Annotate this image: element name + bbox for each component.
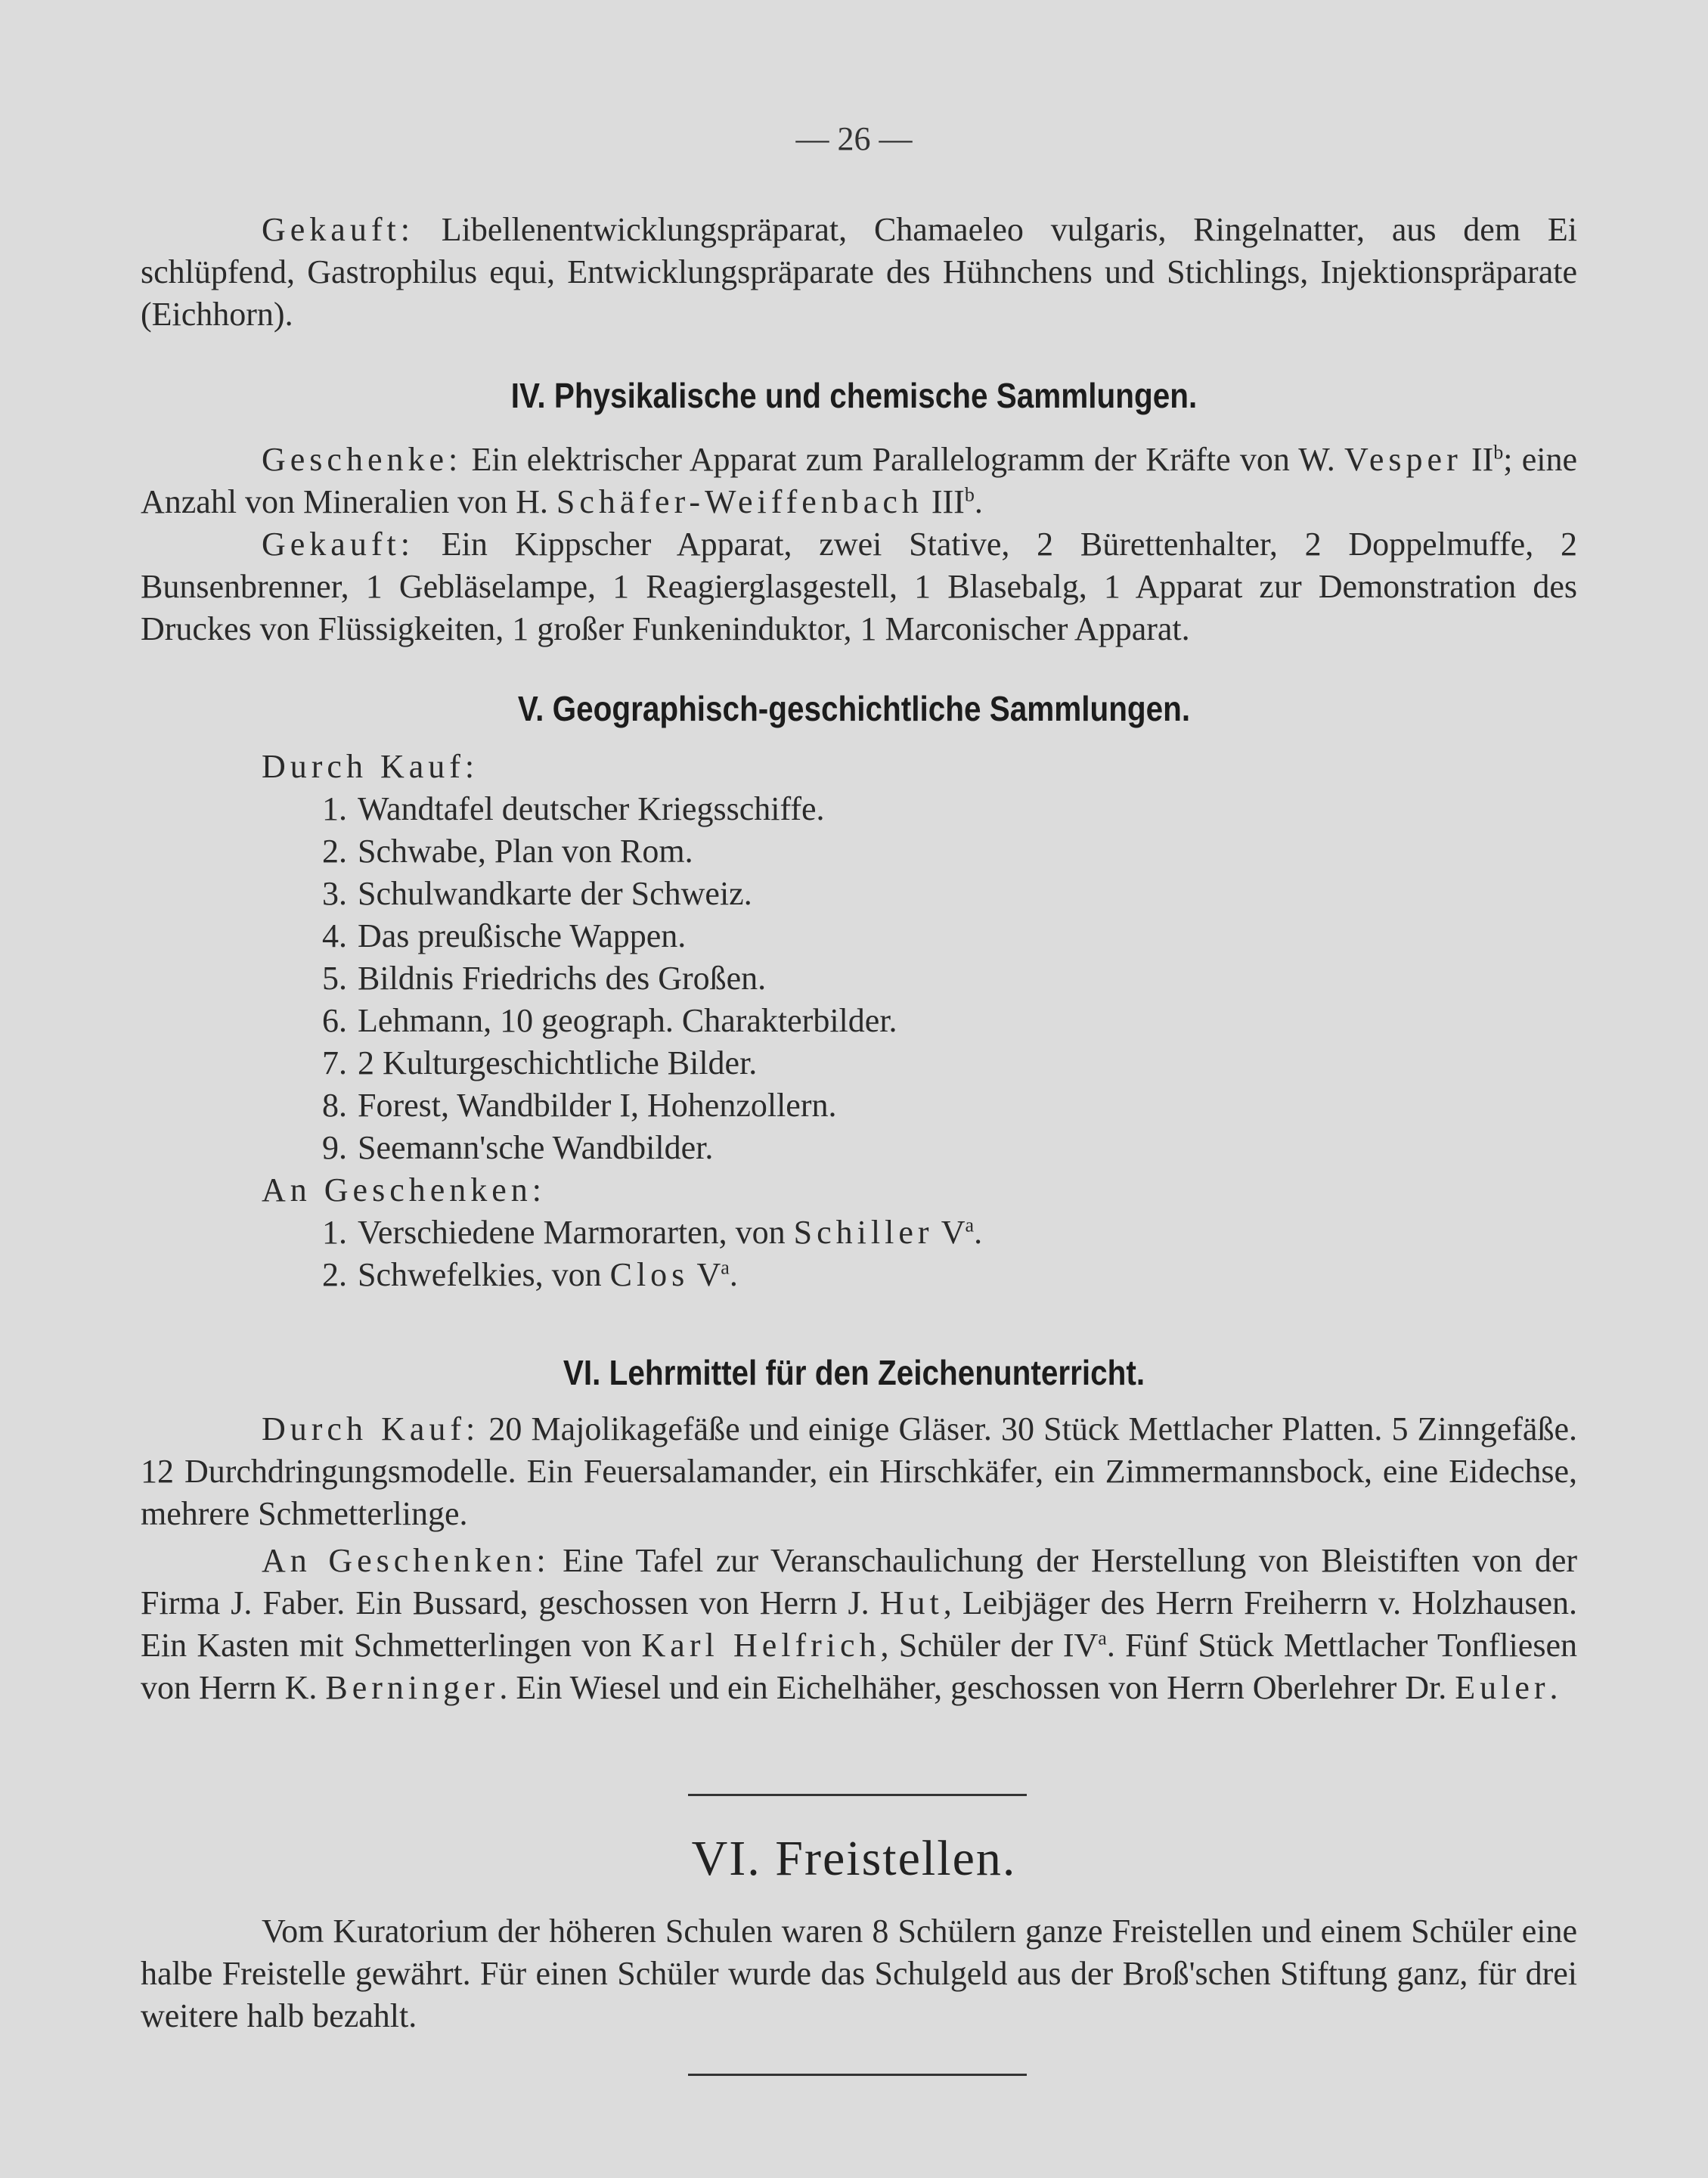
- text-freistellen: Vom Kuratorium der höheren Schulen waren 8 Schülern ganze Freistellen und einem Schüler eine halbe Freistelle gewährt. Für einen Schüler wurde das Schulgeld aus der Broß'schen Stiftung ganz, für drei weitere halb bezahlt.: [141, 1913, 1577, 2034]
- page-number: — 26 —: [795, 120, 913, 157]
- label-durch-kauf: Durch Kauf:: [262, 748, 479, 785]
- text-segment: , Schüler der IV: [880, 1627, 1099, 1664]
- text-segment: .: [1549, 1669, 1558, 1706]
- item-text: Seemann'sche Wandbilder.: [358, 1129, 714, 1166]
- item-text: .: [974, 1214, 983, 1251]
- name-euler: Euler: [1455, 1669, 1550, 1706]
- item-number: 1.: [322, 790, 347, 827]
- item-number: 6.: [322, 1002, 347, 1039]
- list-item: [141, 1084, 1577, 1127]
- text-gekauft: Libellenentwicklungspräparat, Chamaeleo vulgaris, Ringelnatter, aus dem Ei schlüpfend, Gastrophilus equi, Entwicklungspräparate des Hühnchens und Stichlings, Injektionspräparate (Eichhorn).: [141, 211, 1577, 333]
- class-superscript: b: [964, 483, 975, 506]
- label-gekauft: Gekauft:: [262, 526, 414, 563]
- item-text: 2 Kulturgeschichtliche Bilder.: [358, 1044, 758, 1081]
- item-number: 7.: [322, 1044, 347, 1081]
- label-durch-kauf: Durch Kauf:: [262, 1410, 480, 1447]
- item-number: 4.: [322, 917, 347, 954]
- list-item: [141, 830, 1577, 873]
- paragraph-gekauft-iv: [141, 523, 1577, 650]
- heading-iv-physikalische: IV. Physikalische und chemische Sammlungen.: [510, 376, 1198, 415]
- paragraph-freistellen: [141, 1910, 1577, 2037]
- class-superscript: a: [721, 1256, 730, 1279]
- name-karl-helfrich: Karl Helfrich: [641, 1627, 881, 1664]
- text-kauf-vi: 20 Majolikagefäße und einige Gläser. 30 Stück Mettlacher Platten. 5 Zinngefäße. 12 Durchdringungsmodelle. Ein Feuersalamander, ein Hirschkäfer, ein Zimmermannsbock, eine Eidechse, mehrere Schmetterlinge.: [141, 1410, 1577, 1532]
- heading-vi-lehrmittel: VI. Lehrmittel für den Zeichenunterricht.: [563, 1353, 1145, 1392]
- list-item: [141, 957, 1577, 1000]
- item-text: Schulwandkarte der Schweiz.: [358, 875, 752, 912]
- heading-v-geographisch: V. Geographisch-geschichtliche Sammlungen.: [517, 689, 1191, 728]
- list-item: [141, 1212, 1577, 1254]
- section-divider: [688, 2074, 1027, 2076]
- list-item: [141, 915, 1577, 957]
- item-number: 8.: [322, 1087, 347, 1124]
- item-text: Das preußische Wappen.: [358, 917, 687, 954]
- list-item: [141, 1000, 1577, 1042]
- item-text: Wandtafel deutscher Kriegsschiffe.: [358, 790, 825, 827]
- class-superscript: a: [965, 1214, 975, 1236]
- text-segment: . Fünf Stück Mettlacher Tonfliesen von Herrn K.: [141, 1627, 1577, 1706]
- item-number: 3.: [322, 875, 347, 912]
- item-text: .: [729, 1256, 738, 1293]
- text-segment: .: [974, 483, 983, 520]
- class-superscript: a: [1098, 1627, 1107, 1649]
- label-gekauft: Gekauft:: [262, 211, 414, 248]
- label-an-geschenken: An Geschenken:: [262, 1542, 550, 1579]
- item-text: V: [933, 1214, 966, 1251]
- list-item: [141, 788, 1577, 830]
- class-superscript: b: [1493, 441, 1504, 464]
- item-text: Forest, Wandbilder I, Hohenzollern.: [358, 1087, 837, 1124]
- text-segment: Eine Tafel zur Veranschaulichung der Herstellung von Bleistiften von der Firma J. Faber. Ein Bussard, geschossen von Herrn J.: [141, 1542, 1578, 1621]
- list-item: [141, 1127, 1577, 1169]
- paragraph-gekauft-praeparate: [141, 209, 1577, 336]
- name-hut: Hut: [879, 1584, 944, 1621]
- list-item: [141, 1254, 1577, 1296]
- text-segment: II: [1462, 441, 1494, 478]
- item-number: 1.: [322, 1214, 347, 1251]
- item-number: 2.: [322, 1256, 347, 1293]
- text-segment: III: [922, 483, 965, 520]
- name-schaefer-weiffenbach: Schäfer-Weiffenbach: [556, 483, 923, 520]
- item-number: 2.: [322, 833, 347, 870]
- heading-vi-freistellen: VI. Freistellen.: [691, 1831, 1017, 1886]
- item-text: Verschiedene Marmorarten, von: [358, 1214, 794, 1251]
- paragraph-geschenke-iv: [141, 439, 1577, 523]
- list-durch-kauf: [141, 746, 1577, 1296]
- name-schiller: Schiller: [793, 1214, 934, 1251]
- paragraph-geschenke-vi: [141, 1540, 1577, 1709]
- item-number: 5.: [322, 960, 347, 997]
- item-text: Schwefelkies, von: [358, 1256, 610, 1293]
- item-text: Lehmann, 10 geograph. Charakterbilder.: [358, 1002, 897, 1039]
- text-segment: . Ein Wiesel und ein Eichelhäher, geschossen von Herrn Oberlehrer Dr.: [499, 1669, 1455, 1706]
- item-text: V: [689, 1256, 721, 1293]
- text-segment: , Leibjäger des Herrn Freiherrn v. Holzhausen. Ein Kasten mit Schmetterlingen von: [141, 1584, 1577, 1664]
- name-vesper: Vesper: [1344, 441, 1462, 478]
- name-clos: Clos: [609, 1256, 690, 1293]
- list-item: [141, 1042, 1577, 1084]
- item-text: Bildnis Friedrichs des Großen.: [358, 960, 767, 997]
- section-divider: [688, 1794, 1027, 1796]
- label-an-geschenken: An Geschenken:: [262, 1171, 547, 1208]
- label-geschenke: Geschenke:: [262, 441, 463, 478]
- text-gekauft-iv: Ein Kippscher Apparat, zwei Stative, 2 Bürettenhalter, 2 Doppelmuffe, 2 Bunsenbrenner, 1 Gebläselampe, 1 Reagierglasgestell, 1 Blasebalg, 1 Apparat zur Demonstration des Druckes von Flüssigkeiten, 1 großer Funkeninduktor, 1 Marconischer Apparat.: [141, 526, 1577, 647]
- item-text: Schwabe, Plan von Rom.: [358, 833, 693, 870]
- name-berninger: Berninger: [325, 1669, 500, 1706]
- item-number: 9.: [322, 1129, 347, 1166]
- text-segment: Ein elektrischer Apparat zum Parallelogramm der Kräfte von W.: [462, 441, 1344, 478]
- paragraph-kauf-vi: [141, 1408, 1577, 1535]
- text-segment: ; eine Anzahl von Mineralien von H.: [141, 441, 1577, 520]
- list-item: [141, 873, 1577, 915]
